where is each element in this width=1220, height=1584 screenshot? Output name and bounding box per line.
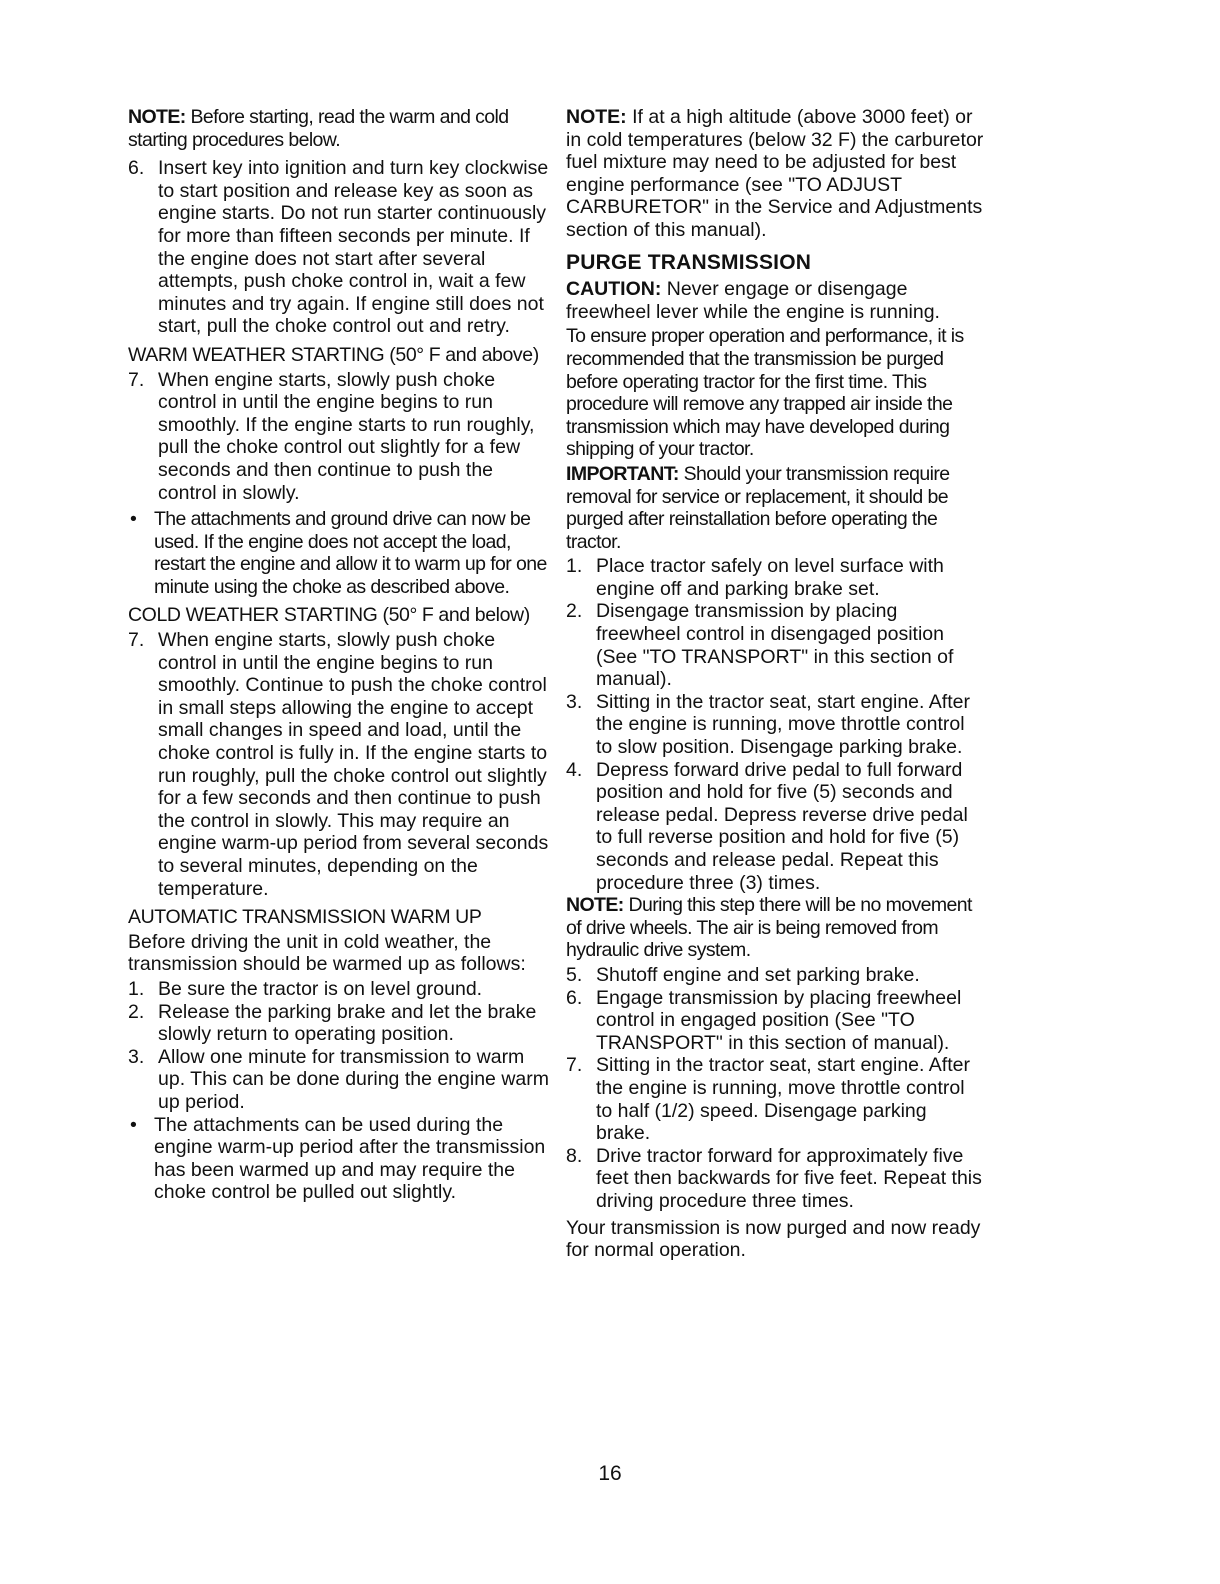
caution-note bbox=[566, 278, 986, 323]
step-text: Place tractor safely on level surface with engine off and parking brake set. bbox=[596, 555, 944, 600]
bullet-text: The attachments can be used during the engine warm-up period after the transmission has been warmed up and may require the choke control be pulled out slightly. bbox=[154, 1113, 546, 1204]
step-number: 1. bbox=[128, 977, 145, 1000]
important-text: Should your transmission require removal for service or replacement, it should be purged after reinstallation before operating the tractor. bbox=[566, 462, 950, 553]
page-number: 16 bbox=[598, 1462, 622, 1485]
purge-transmission-heading: PURGE TRANSMISSION bbox=[566, 250, 812, 274]
step-text: When engine starts, slowly push choke control in until the engine begins to run smoothly. Continue to push the choke control in small steps allowing the engine to accept small changes in speed and load, until the choke control is fully in. If the engine starts to run roughly, pull the choke control out slightly for a few seconds and then continue to push the control in slowly. This may require an engine warm-up period from several seconds to several minutes, depending on the temperature. bbox=[158, 629, 549, 900]
step-text: Depress forward drive pedal to full forward position and hold for five (5) seconds and release pedal. Depress reverse drive pedal to full reverse position and hold for five (5) seconds and release pedal. Repeat this procedure three (3) times. bbox=[596, 758, 968, 894]
auto-step bbox=[128, 1001, 553, 1046]
step-6 bbox=[128, 157, 553, 338]
note-label: NOTE: bbox=[566, 106, 627, 128]
note-label: NOTE: bbox=[566, 894, 624, 917]
cold-weather-heading: COLD WEATHER STARTING (50° F and below) bbox=[128, 604, 530, 627]
important-label: IMPORTANT: bbox=[566, 462, 679, 485]
purge-step bbox=[566, 1054, 986, 1144]
auto-bullet bbox=[128, 1114, 553, 1204]
step-number: 7. bbox=[128, 368, 145, 391]
step-number: 6. bbox=[566, 986, 583, 1009]
cold-step-7 bbox=[128, 629, 553, 900]
automatic-intro: Before driving the unit in cold weather, the transmission should be warmed up as follows: bbox=[128, 930, 526, 976]
drive-wheels-note bbox=[566, 894, 986, 962]
purge-step bbox=[566, 1145, 986, 1213]
bullet-symbol: • bbox=[130, 508, 137, 531]
step-number: 3. bbox=[128, 1045, 145, 1068]
step-number: 7. bbox=[128, 629, 145, 652]
note-text: During this step there will be no movement of drive wheels. The air is being removed from hydraulic drive system. bbox=[566, 894, 972, 962]
purge-step bbox=[566, 691, 986, 759]
caution-text: Never engage or disengage freewheel lever while the engine is running. bbox=[566, 278, 940, 323]
step-text: When engine starts, slowly push choke control in until the engine begins to run smoothly. If the engine starts to run roughly, pull the choke control out slightly for a few seconds and then continue to push the control in slowly. bbox=[158, 368, 535, 504]
step-text: Drive tractor forward for approximately five feet then backwards for five feet. Repeat this driving procedure three times. bbox=[596, 1144, 982, 1212]
step-text: Sitting in the tractor seat, start engine. After the engine is running, move throttle control to half (1/2) speed. Disengage parking brake. bbox=[596, 1054, 970, 1145]
warm-bullet bbox=[128, 508, 553, 598]
automatic-transmission-heading: AUTOMATIC TRANSMISSION WARM UP bbox=[128, 906, 482, 929]
note-text: Before starting, read the warm and cold starting procedures below. bbox=[128, 106, 509, 151]
purge-step bbox=[566, 759, 986, 895]
step-text: Engage transmission by placing freewheel control in engaged position (See "TO TRANSPORT" in this section of manual). bbox=[596, 986, 962, 1054]
step-number: 8. bbox=[566, 1144, 583, 1167]
bullet-text: The attachments and ground drive can now be used. If the engine does not accept the load, restart the engine and allow it to warm up for one minute using the choke as described above. bbox=[154, 508, 547, 598]
step-number: 1. bbox=[566, 555, 583, 578]
step-text: Insert key into ignition and turn key clockwise to start position and release key as soon as engine starts. Do not run starter continuously for more than fifteen seconds per minute. If the engine does not start after several attempts, push choke control in, wait a few minutes and try again. If engine still does not start, pull the choke control out and retry. bbox=[158, 157, 549, 338]
important-note bbox=[566, 463, 986, 553]
step-text: Shutoff engine and set parking brake. bbox=[596, 963, 920, 986]
step-text: Release the parking brake and let the brake slowly return to operating position. bbox=[158, 1000, 537, 1046]
step-number: 4. bbox=[566, 758, 583, 781]
step-text: Be sure the tractor is on level ground. bbox=[158, 977, 483, 1000]
purge-step bbox=[566, 987, 986, 1055]
purge-step bbox=[566, 600, 986, 690]
auto-step bbox=[128, 978, 553, 1001]
purge-intro: To ensure proper operation and performance, it is recommended that the transmission be purged before operating tractor for the first time. This procedure will remove any trapped air inside the transmission which may have developed during shipping of your tractor. bbox=[566, 325, 964, 461]
altitude-note bbox=[566, 106, 986, 242]
step-number: 2. bbox=[566, 600, 583, 623]
right-column bbox=[566, 106, 986, 1268]
auto-step bbox=[128, 1046, 553, 1114]
note-text: If at a high altitude (above 3000 feet) or in cold temperatures (below 32 F) the carburetor fuel mixture may need to be adjusted for best engine performance (see "TO ADJUST CARBURETOR" in the Service and Adjustments section of this manual). bbox=[566, 106, 984, 241]
step-number: 3. bbox=[566, 690, 583, 713]
step-number: 6. bbox=[128, 157, 145, 180]
warm-step-7 bbox=[128, 369, 553, 505]
warm-weather-heading: WARM WEATHER STARTING (50° F and above) bbox=[128, 343, 539, 366]
purge-step bbox=[566, 964, 986, 987]
closing-text: Your transmission is now purged and now ready for normal operation. bbox=[566, 1216, 981, 1262]
starting-note bbox=[128, 106, 553, 151]
note-label: NOTE: bbox=[128, 106, 186, 128]
step-text: Allow one minute for transmission to warm up. This can be done during the engine warm up period. bbox=[158, 1045, 549, 1113]
purge-step bbox=[566, 555, 986, 600]
step-number: 5. bbox=[566, 963, 583, 986]
left-column bbox=[128, 106, 553, 1210]
step-number: 7. bbox=[566, 1054, 583, 1077]
step-text: Disengage transmission by placing freewheel control in disengaged position (See "TO TRANSPORT" in this section of manual). bbox=[596, 600, 954, 691]
step-text: Sitting in the tractor seat, start engine. After the engine is running, move throttle control to slow position. Disengage parking brake. bbox=[596, 690, 970, 759]
bullet-symbol: • bbox=[130, 1113, 137, 1136]
step-number: 2. bbox=[128, 1000, 145, 1023]
caution-label: CAUTION: bbox=[566, 278, 662, 301]
